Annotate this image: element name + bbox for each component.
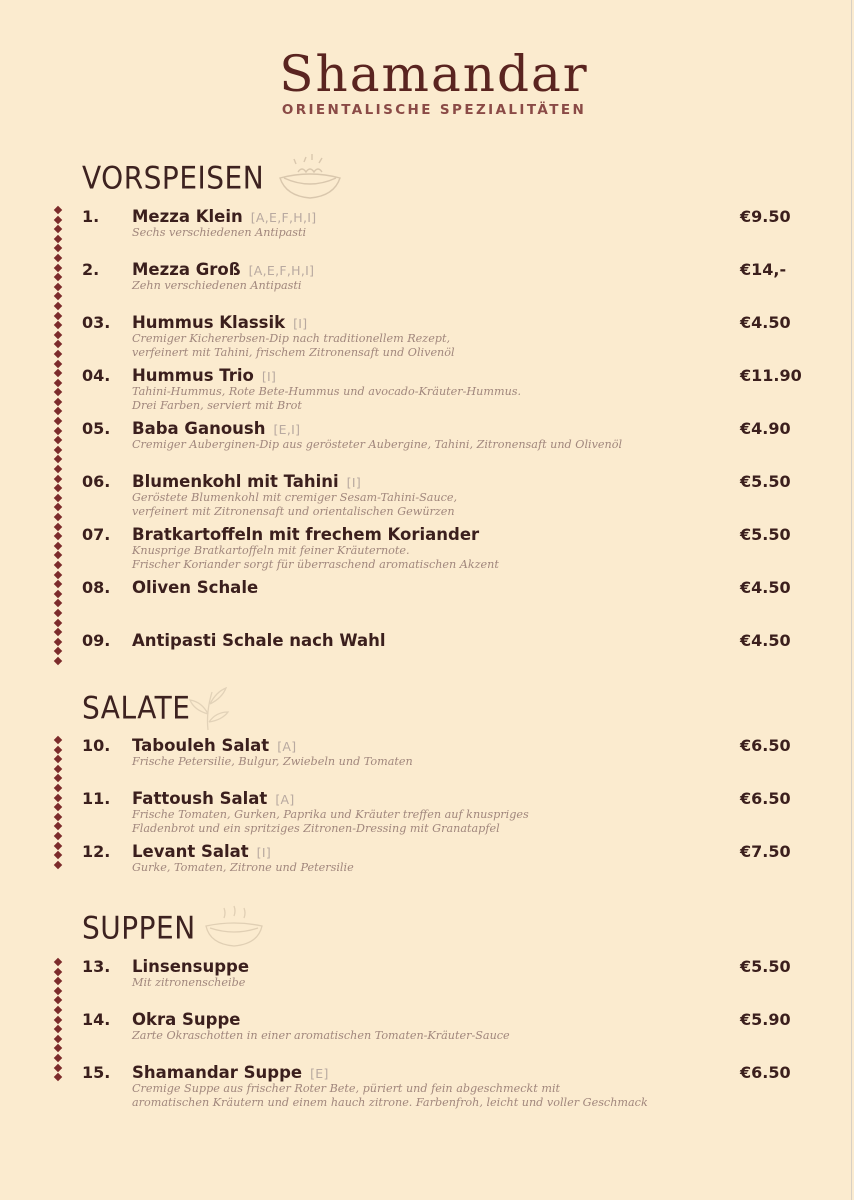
item-name — [132, 472, 361, 491]
item-price: €6.50 — [740, 789, 791, 808]
item-price: €4.50 — [740, 313, 791, 332]
item-description: Mit zitronenscheibe — [132, 976, 246, 989]
item-number: 03. — [82, 313, 111, 332]
item-name — [132, 419, 300, 438]
decorative-diamond-column — [52, 959, 64, 1084]
section-title-suppen: SUPPEN — [82, 910, 196, 947]
item-allergens: [I] — [346, 475, 362, 490]
item-price: €6.50 — [740, 736, 791, 755]
item-description: Tahini-Hummus, Rote Bete-Hummus und avocado-Kräuter-Hummus. Drei Farben, serviert mit Brot — [132, 385, 522, 412]
item-number: 12. — [82, 842, 111, 861]
item-description: Gurke, Tomaten, Zitrone und Petersilie — [132, 861, 354, 874]
item-price: €4.50 — [740, 631, 791, 650]
section-title-vorspeisen: VORSPEISEN — [82, 160, 265, 197]
item-number: 06. — [82, 472, 111, 491]
item-price: €5.50 — [740, 957, 791, 976]
item-price: €5.50 — [740, 525, 791, 544]
item-allergens: [A] — [277, 739, 297, 754]
item-price: €4.50 — [740, 578, 791, 597]
item-number: 2. — [82, 260, 100, 279]
item-allergens: [A,E,F,H,I] — [248, 263, 315, 278]
soup-bowl-icon — [202, 904, 266, 950]
item-name-text: Shamandar Suppe — [132, 1063, 303, 1082]
item-name-text: Mezza Groß — [132, 260, 241, 279]
item-description: Knusprige Bratkartoffeln mit feiner Kräuternote. Frischer Koriander sorgt für überraschend aromatischen Akzent — [132, 544, 499, 571]
item-name-text: Oliven Schale — [132, 578, 259, 597]
item-allergens: [A,E,F,H,I] — [250, 210, 317, 225]
item-name-text: Baba Ganoush — [132, 419, 266, 438]
item-number: 1. — [82, 207, 100, 226]
item-allergens: [E,I] — [273, 422, 301, 437]
item-description: Sechs verschiedenen Antipasti — [132, 226, 307, 239]
item-allergens: [I] — [293, 316, 308, 331]
item-number: 15. — [82, 1063, 111, 1082]
item-number: 04. — [82, 366, 111, 385]
item-description: Frische Petersilie, Bulgur, Zwiebeln und Tomaten — [132, 755, 413, 768]
item-description: Geröstete Blumenkohl mit cremiger Sesam-Tahini-Sauce, verfeinert mit Zitronensaft und orientalischen Gewürzen — [132, 491, 458, 518]
item-description: Cremiger Kichererbsen-Dip nach traditionellem Rezept, verfeinert mit Tahini, frischem Zitronensaft und Olivenöl — [132, 332, 455, 359]
item-description: Cremiger Auberginen-Dip aus gerösteter Aubergine, Tahini, Zitronensaft und Olivenöl — [132, 438, 623, 451]
item-price: €9.50 — [740, 207, 791, 226]
item-name-text: Bratkartoffeln mit frechem Koriander — [132, 525, 480, 544]
item-description: Zarte Okraschotten in einer aromatischen Tomaten-Kräuter-Sauce — [132, 1029, 510, 1042]
item-name-text: Hummus Klassik — [132, 313, 286, 332]
item-name-text: Levant Salat — [132, 842, 249, 861]
item-number: 10. — [82, 736, 111, 755]
item-name — [132, 631, 386, 650]
decorative-diamond-column — [52, 207, 64, 668]
item-name-text: Tabouleh Salat — [132, 736, 270, 755]
item-description: Zehn verschiedenen Antipasti — [132, 279, 302, 292]
item-name-text: Mezza Klein — [132, 207, 243, 226]
page-edge — [851, 0, 852, 1200]
item-number: 11. — [82, 789, 111, 808]
item-name-text: Blumenkohl mit Tahini — [132, 472, 339, 491]
item-number: 09. — [82, 631, 111, 650]
decorative-diamond-column — [52, 737, 64, 871]
item-number: 14. — [82, 1010, 111, 1029]
item-price: €7.50 — [740, 842, 791, 861]
item-name — [132, 1010, 240, 1029]
item-name — [132, 260, 314, 279]
item-description: Frische Tomaten, Gurken, Paprika und Kräuter treffen auf knuspriges Fladenbrot und ein spritziges Zitronen-Dressing mit Granatapfel — [132, 808, 529, 835]
item-price: €11.90 — [740, 366, 802, 385]
brand-header — [0, 44, 854, 118]
item-name — [132, 789, 295, 808]
item-allergens: [E] — [310, 1066, 329, 1081]
item-name-text: Hummus Trio — [132, 366, 254, 385]
item-price: €5.50 — [740, 472, 791, 491]
item-number: 08. — [82, 578, 111, 597]
item-name — [132, 842, 271, 861]
item-name-text: Linsensuppe — [132, 957, 250, 976]
item-name — [132, 525, 487, 544]
item-name-text: Okra Suppe — [132, 1010, 241, 1029]
item-name-text: Antipasti Schale nach Wahl — [132, 631, 386, 650]
item-name — [132, 957, 249, 976]
item-name-text: Fattoush Salat — [132, 789, 268, 808]
item-name — [132, 578, 258, 597]
item-name — [132, 736, 296, 755]
item-description: Cremige Suppe aus frischer Roter Bete, püriert und fein abgeschmeckt mit aromatischen Kräutern und einem hauch zitrone. Farbenfroh, leicht und voller Geschmack — [132, 1082, 648, 1109]
bowl-icon — [274, 150, 346, 202]
item-price: €5.90 — [740, 1010, 791, 1029]
item-name — [132, 313, 307, 332]
item-price: €14,- — [740, 260, 787, 279]
item-number: 05. — [82, 419, 111, 438]
item-name — [132, 1063, 329, 1082]
item-price: €6.50 — [740, 1063, 791, 1082]
item-allergens: [A] — [275, 792, 295, 807]
item-number: 13. — [82, 957, 111, 976]
section-title-salate: SALATE — [82, 690, 191, 727]
restaurant-logo-title: Shamandar — [279, 45, 589, 103]
item-allergens: [I] — [256, 845, 272, 860]
restaurant-subtitle: ORIENTALISCHE SPEZIALITÄTEN — [281, 102, 587, 118]
herb-icon — [182, 684, 234, 732]
item-number: 07. — [82, 525, 111, 544]
item-allergens: [I] — [261, 369, 277, 384]
item-name — [132, 207, 316, 226]
item-name — [132, 366, 276, 385]
item-price: €4.90 — [740, 419, 791, 438]
